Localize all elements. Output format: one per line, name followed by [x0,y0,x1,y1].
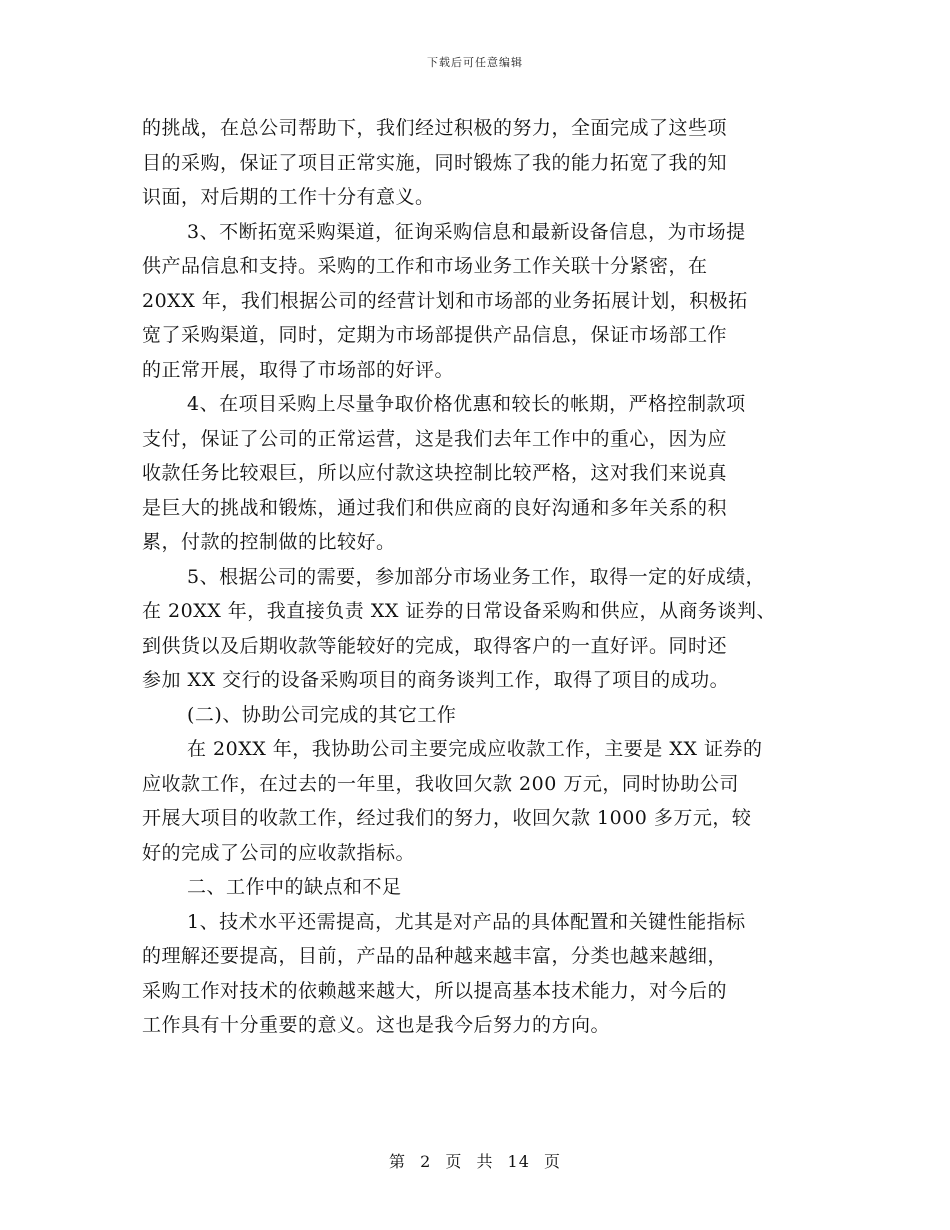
text-line: 3、不断拓宽采购渠道，征询采购信息和最新设备信息，为市场提 [187,220,746,243]
text-line: 开展大项目的收款工作，经过我们的努力，收回欠款 1000 多万元，较 [142,807,752,829]
text-line: 收款任务比较艰巨，所以应付款这块控制比较严格，这对我们来说真 [142,462,728,484]
text-line: 目的采购，保证了项目正常实施，同时锻炼了我的能力拓宽了我的知 [142,151,728,174]
text-line: 4、在项目采购上尽量争取价格优惠和较长的帐期，严格控制款项 [187,393,746,415]
text-line: 到供货以及后期收款等能较好的完成，取得客户的一直好评。同时还 [142,634,728,657]
page-number-footer: 第 2 页 共 14 页 [389,1152,561,1171]
page-header-note: 下载后可任意编辑 [427,56,523,69]
text-line: 识面，对后期的工作十分有意义。 [142,186,435,208]
text-line: 应收款工作，在过去的一年里，我收回欠款 200 万元，同时协助公司 [142,772,739,795]
document-body [142,111,822,1043]
text-line: (二)、协助公司完成的其它工作 [187,703,457,726]
text-line: 5、根据公司的需要，参加部分市场业务工作，取得一定的好成绩， [187,565,766,588]
text-line: 1、技术水平还需提高，尤其是对产品的具体配置和关键性能指标 [187,910,746,933]
text-line: 是巨大的挑战和锻炼，通过我们和供应商的良好沟通和多年关系的积 [142,496,728,519]
text-line: 宽了采购渠道，同时，定期为市场部提供产品信息，保证市场部工作 [142,324,728,346]
text-line: 采购工作对技术的依赖越来越大，所以提高基本技术能力，对今后的 [142,979,728,1002]
text-line: 供产品信息和支持。采购的工作和市场业务工作关联十分紧密，在 [142,255,708,277]
text-line: 好的完成了公司的应收款指标。 [142,841,416,864]
text-line: 工作具有十分重要的意义。这也是我今后努力的方向。 [142,1014,611,1036]
text-line: 在 20XX 年，我协助公司主要完成应收款工作，主要是 XX 证券的 [187,738,763,760]
text-line: 二、工作中的缺点和不足 [187,876,402,898]
text-line: 的正常开展，取得了市场部的好评。 [142,358,455,381]
text-line: 在 20XX 年，我直接负责 XX 证券的日常设备采购和供应，从商务谈判、 [142,600,776,622]
text-line: 20XX 年，我们根据公司的经营计划和市场部的业务拓展计划，积极拓 [142,289,748,312]
text-line: 累，付款的控制做的比较好。 [142,531,396,553]
text-line: 的挑战，在总公司帮助下，我们经过积极的努力，全面完成了这些项 [142,117,728,139]
text-line: 支付，保证了公司的正常运营，这是我们去年工作中的重心，因为应 [142,427,728,450]
text-line: 参加 XX 交行的设备采购项目的商务谈判工作，取得了项目的成功。 [142,669,730,691]
text-line: 的理解还要提高，目前，产品的品种越来越丰富，分类也越来越细， [142,945,728,967]
